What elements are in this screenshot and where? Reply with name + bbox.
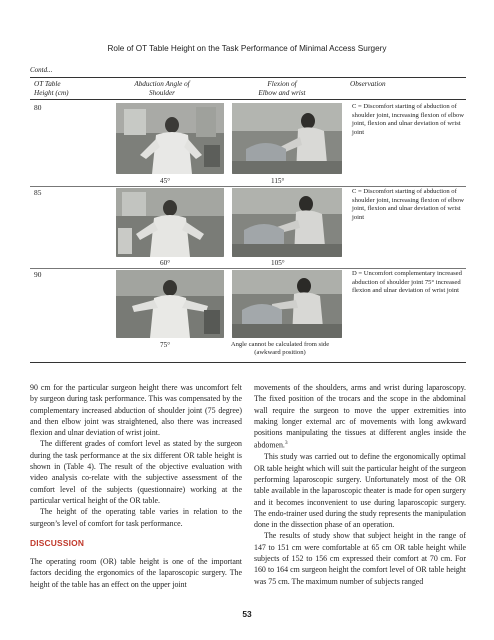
- paragraph: [254, 382, 466, 451]
- reference-superscript: 3: [284, 440, 288, 447]
- right-column: [254, 382, 466, 587]
- header-line: Abduction Angle of: [134, 80, 190, 88]
- row-height-90: 90: [34, 270, 42, 279]
- flexion-angle-85: 105°: [271, 259, 285, 267]
- header-bottom-rule: [30, 99, 466, 100]
- photo-side-90cm: [232, 270, 342, 338]
- abduction-angle-80: 45°: [160, 177, 171, 185]
- paragraph: This study was carried out to define the ergonomically optimal OR table height which will suit the particular height of the surgeon performing laparoscopic surgery. Unfortunately most of the OR table available in the laparoscopic theater is made for open surgery and it becomes inconvenient to use during laparoscopic surgery. The endo-trainer used during the study represents the manipulation done in the dissection phase of an operation.: [254, 452, 466, 530]
- header-line: Flexion of: [267, 80, 297, 88]
- table-top-rule: [30, 77, 466, 78]
- abduction-angle-85: 60°: [160, 259, 171, 267]
- row-height-85: 85: [34, 188, 42, 197]
- photo-side-80cm: [232, 103, 342, 174]
- photo-side-85cm: [232, 188, 342, 257]
- header-line: Shoulder: [149, 88, 175, 97]
- paragraph: 90 cm for the particular surgeon height there was uncomfort felt by surgeon during task performance. This was compensated by the complementary increased abduction of shoulder joint (75 degree) and then elbow joint was straightened, also there was increased flexion and ulnar deviation of wrist joint.: [30, 383, 242, 438]
- paragraph: The operating room (OR) table height is one of the important factors deciding the ergonomics of the laparoscopic surgery. The height of the table has an effect on the upper joint: [30, 557, 242, 589]
- table-continued-label: Contd...: [30, 66, 53, 74]
- table-bottom-rule: [30, 362, 466, 363]
- observation-85: C = Discomfort starting of abduction of shoulder joint, increasing flexion of elbow joint, flexion and ulnar deviation of wrist joint: [352, 188, 465, 221]
- running-head: Role of OT Table Height on the Task Performance of Minimal Access Surgery: [107, 44, 387, 53]
- flexion-note-90: Angle cannot be calculated from side (awkward position): [230, 341, 330, 357]
- column-header-observation: Observation: [350, 80, 386, 88]
- photo-front-85cm: [116, 188, 224, 257]
- paragraph: The results of study show that subject height in the range of 147 to 151 cm were comfortable at 65 cm OR table height while subjects of 152 to 156 cm expressed their comfort at 70 cm. For 160 to 164 cm surgeon height the comfort level of OR table height was 75 cm. The maximum number of subjects ranged: [254, 531, 466, 586]
- header-line: Elbow and wrist: [258, 88, 306, 97]
- paragraph: The different grades of comfort level as stated by the surgeon during the task performance at the six different OR table height is shown in (Table 4). The result of the objective evaluation with video analysis co-relate with the subjective assessment of the comfort level of the subjects (questionnaire) working at the particular vertical height of the OR table.: [30, 439, 242, 505]
- abduction-angle-90: 75°: [160, 341, 171, 349]
- column-header-height: [34, 80, 69, 97]
- row-divider: [30, 268, 466, 269]
- row-divider: [30, 186, 466, 187]
- left-column: [30, 382, 242, 590]
- observation-80: C = Discomfort starting of abduction of shoulder joint, increasing flexion of elbow joint, flexion and ulnar deviation of wrist joint: [352, 103, 465, 136]
- page-number: 53: [242, 609, 252, 619]
- column-header-abduction: [112, 80, 212, 97]
- row-height-80: 80: [34, 103, 42, 112]
- header-line: Height (cm): [34, 88, 69, 97]
- header-line: OT Table: [34, 80, 61, 88]
- flexion-angle-80: 115°: [271, 177, 285, 185]
- section-heading-discussion: DISCUSSION: [30, 537, 85, 548]
- paragraph: The height of the operating table varies in relation to the surgeon’s level of comfort for task performance.: [30, 507, 242, 528]
- paragraph-text: movements of the shoulders, arms and wrist during laparoscopy. The fixed position of the trocars and the scope in the abdominal wall require the surgeon to move the upper extremities into making longer external arc of movements with long awkward positions manipulating the tissues at different angles inside the abdomen.: [254, 383, 466, 451]
- column-header-flexion: [232, 80, 332, 97]
- observation-90: D = Uncomfort complementary increased abduction of shoulder joint 75° increased flexion and ulnar deviation of wrist joint: [352, 270, 462, 295]
- photo-front-90cm: [116, 270, 224, 338]
- photo-front-80cm: [116, 103, 224, 174]
